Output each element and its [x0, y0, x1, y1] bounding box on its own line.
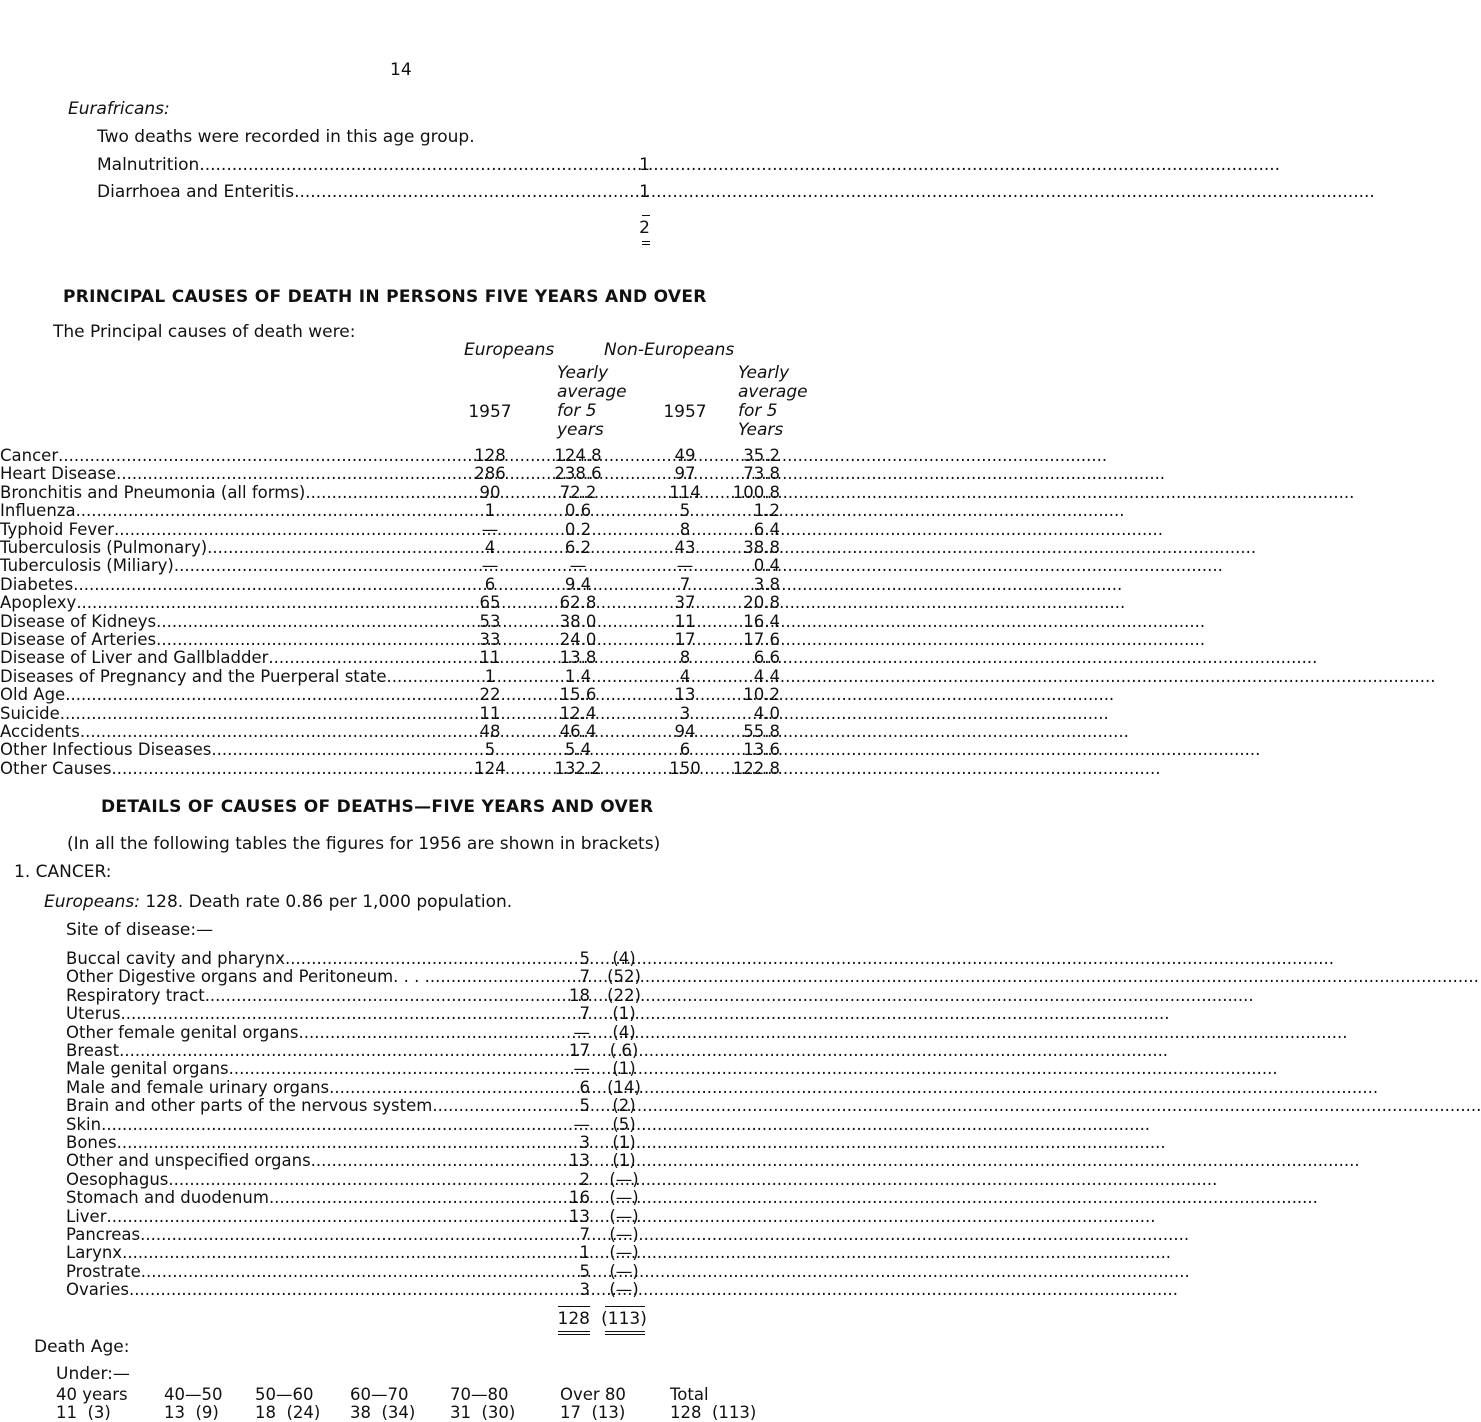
site-1957-value: 5	[579, 1096, 590, 1116]
site-1956-value: (4)	[612, 1022, 636, 1042]
age-group-value: 17 (13)	[560, 1403, 626, 1422]
cancer-site-row	[66, 1243, 563, 1262]
cancer-site-row	[66, 1078, 563, 1097]
europeans-death-rate: 128. Death rate 0.86 per 1,000 population.	[145, 892, 513, 912]
principal-row	[0, 759, 447, 778]
eurafricans-item-label: Malnutrition	[97, 155, 200, 175]
eurafricans-heading: Eurafricans:	[68, 99, 170, 119]
non-europeans-1957-value: 8	[679, 519, 691, 539]
non-europeans-1957-value: 94	[674, 722, 696, 741]
sub-avg-line: for 5	[738, 401, 778, 421]
europeans-average-value: 9.4	[564, 574, 592, 594]
cause-label: Old Age	[0, 685, 66, 705]
principal-row	[0, 538, 447, 557]
page-number: 14	[390, 60, 412, 80]
cancer-site-row	[66, 1041, 563, 1060]
site-total-dbl-2	[558, 1334, 590, 1335]
leader-dots	[65, 685, 447, 704]
site-1956-value: (2)	[612, 1096, 636, 1116]
site-label: Bones	[66, 1133, 117, 1152]
eurafricans-total-rule	[642, 241, 650, 242]
cause-label: Diabetes	[0, 574, 74, 594]
site-1957-value: 13	[569, 1151, 590, 1171]
leader-dots	[76, 501, 447, 520]
cause-label: Typhoid Fever	[0, 519, 115, 539]
non-europeans-1957-value: 17	[674, 630, 696, 649]
non-europeans-1957-value: 8	[679, 648, 691, 668]
principal-row	[0, 740, 447, 759]
site-label: Buccal cavity and pharynx	[66, 949, 285, 968]
age-group-value: 18 (24)	[255, 1403, 321, 1422]
site-1957-value: 18	[569, 985, 590, 1005]
europeans-average-value: 15.6	[559, 685, 597, 705]
cause-label: Tuberculosis (Pulmonary)	[0, 538, 208, 557]
age-group-label: 40—50	[164, 1385, 223, 1404]
principal-row	[0, 483, 447, 502]
cancer-site-row	[66, 1096, 563, 1115]
eurafricans-intro: Two deaths were recorded in this age group.	[97, 127, 475, 147]
non-europeans-average-value: 17.6	[743, 630, 780, 649]
site-1957-value: 7	[579, 1004, 590, 1024]
age-group-label: 50—60	[255, 1385, 314, 1404]
non-europeans-average-value: 35.2	[743, 446, 780, 465]
leader-dots	[116, 464, 447, 483]
principal-row	[0, 464, 447, 483]
cause-label: Disease of Kidneys	[0, 611, 157, 631]
site-1957-value: —	[573, 1022, 590, 1042]
leader-dots	[294, 182, 617, 202]
site-label: Respiratory tract	[66, 985, 205, 1005]
non-europeans-average-value: 100.8	[732, 482, 780, 502]
leader-dots	[268, 648, 447, 667]
site-1957-value: 17	[569, 1041, 590, 1060]
age-group-value: 11 (3)	[56, 1403, 111, 1422]
europeans-average-value: 1.4	[564, 666, 592, 686]
cause-label: Suicide	[0, 703, 60, 723]
age-group-label: Over 80	[560, 1385, 626, 1404]
sub-avg-line: average	[738, 382, 808, 402]
site-label: Male and female urinary organs	[66, 1077, 330, 1097]
leader-dots	[211, 740, 447, 759]
site-label: Uterus	[66, 1004, 121, 1024]
site-label: Other Digestive organs and Peritoneum. . . .	[66, 967, 430, 987]
leader-dots	[121, 1004, 563, 1023]
cancer-site-row	[66, 1115, 563, 1134]
site-1957-value: 7	[579, 1225, 590, 1244]
principal-heading: PRINCIPAL CAUSES OF DEATH IN PERSONS FIVE YEARS AND OVER	[63, 287, 707, 307]
leader-dots	[329, 1078, 563, 1097]
europeans-average-value: 13.8	[559, 648, 597, 668]
site-1956-value: (52)	[607, 967, 641, 987]
site-1957-value: 13	[569, 1206, 590, 1226]
site-label: Breast	[66, 1041, 120, 1060]
principal-row	[0, 446, 447, 465]
site-label: Stomach and duodenum	[66, 1188, 269, 1208]
details-heading: DETAILS OF CAUSES OF DEATHS—FIVE YEARS AND OVER	[101, 797, 654, 817]
principal-row	[0, 704, 447, 723]
cancer-site-row	[66, 1188, 563, 1207]
non-europeans-1957-value: 4	[679, 666, 691, 686]
cancer-site-row	[66, 967, 563, 986]
non-europeans-1957-value: 114	[669, 482, 701, 502]
non-europeans-average-value: 4.0	[753, 703, 780, 723]
non-europeans-1957-value: 11	[674, 611, 696, 631]
site-label: Skin	[66, 1114, 102, 1134]
principal-row	[0, 556, 447, 575]
details-note: (In all the following tables the figures for 1956 are shown in brackets)	[67, 834, 661, 854]
non-europeans-average-value: 4.4	[753, 666, 780, 686]
site-1957-value: 5	[579, 1261, 590, 1281]
leader-dots	[168, 1170, 563, 1189]
cause-label: Apoplexy	[0, 593, 77, 613]
leader-dots	[140, 1225, 563, 1244]
leader-dots	[156, 612, 447, 631]
europeans-1957-value: 65	[479, 593, 501, 613]
site-label: Ovaries	[66, 1280, 129, 1300]
cause-label: Other Causes	[0, 758, 112, 778]
non-europeans-average-value: 122.8	[732, 758, 780, 778]
leader-dots	[269, 1188, 563, 1207]
non-europeans-1957-value: 37	[674, 593, 696, 613]
sub-avg-line: Yearly	[738, 363, 790, 383]
age-group-value: 13 (9)	[164, 1403, 219, 1422]
col-non-europeans: Non-Europeans	[604, 340, 735, 360]
non-europeans-average-value: 16.4	[743, 611, 780, 631]
cause-label: Disease of Arteries	[0, 630, 157, 649]
leader-dots	[122, 1243, 563, 1262]
site-1956-value: (22)	[607, 985, 641, 1005]
principal-row	[0, 520, 447, 539]
site-1957-value: —	[573, 1059, 590, 1079]
non-europeans-1957-value: 49	[674, 446, 696, 465]
europeans-average-value: 238.6	[554, 464, 602, 484]
europeans-1957-value: 90	[479, 482, 501, 502]
leader-dots	[156, 630, 447, 649]
europeans-1957-value: 1	[484, 666, 496, 686]
eurafricans-total: 2	[639, 218, 650, 238]
sub-avg-line: average	[557, 382, 627, 402]
cancer-site-row	[66, 1059, 563, 1078]
europeans-average-value: 38.0	[559, 611, 597, 631]
cause-label: Bronchitis and Pneumonia (all forms)	[0, 482, 306, 502]
non-europeans-average-value: 38.8	[743, 538, 780, 557]
non-europeans-1957-value: 6	[679, 740, 691, 760]
cancer-site-row	[66, 1023, 563, 1042]
europeans-average-value: —	[569, 556, 587, 576]
site-1956-value: (—)	[609, 1280, 639, 1300]
non-europeans-1957-value: —	[676, 556, 694, 576]
non-europeans-1957-value: 43	[674, 538, 696, 557]
site-1956-value: (5)	[612, 1114, 636, 1134]
eurafricans-item-value: 1	[639, 182, 650, 202]
europeans-1957-value: 6	[484, 574, 496, 594]
age-group-label: 70—80	[450, 1385, 509, 1404]
site-total-rule-1956	[605, 1306, 645, 1307]
leader-dots	[285, 949, 563, 968]
leader-dots	[80, 722, 447, 741]
leader-dots	[311, 1151, 563, 1170]
age-group-value: 38 (34)	[350, 1403, 416, 1422]
non-europeans-average-value: 1.2	[753, 501, 780, 521]
non-europeans-average-value: 55.8	[743, 722, 780, 741]
principal-row	[0, 612, 447, 631]
non-europeans-1957-value: 13	[674, 685, 696, 705]
europeans-1957-value: 124	[474, 758, 506, 778]
europeans-1957-value: 11	[479, 703, 501, 723]
site-of-disease-label: Site of disease:—	[66, 920, 214, 940]
age-group-label: 40 years	[56, 1385, 128, 1404]
leader-dots	[229, 1059, 563, 1078]
leader-dots	[106, 1207, 563, 1226]
site-1957-value: 5	[579, 949, 590, 968]
non-europeans-average-value: 6.4	[753, 519, 780, 539]
europeans-average-value: 72.2	[559, 482, 597, 502]
europeans-1957-value: 48	[479, 722, 501, 741]
europeans-1957-value: 53	[479, 611, 501, 631]
cause-label: Disease of Liver and Gallbladder	[0, 648, 269, 668]
europeans-average-value: 46.4	[559, 722, 597, 741]
leader-dots	[119, 1041, 563, 1060]
site-total-dbl-4	[605, 1334, 645, 1335]
cause-label: Tuberculosis (Miliary)	[0, 556, 174, 576]
principal-row	[0, 648, 447, 667]
age-group-value: 128 (113)	[670, 1403, 757, 1422]
europeans-1957-value: 4	[484, 538, 496, 557]
cause-label: Diseases of Pregnancy and the Puerperal state	[0, 666, 387, 686]
site-1957-value: 1	[579, 1243, 590, 1263]
cancer-site-row	[66, 986, 563, 1005]
eurafricans-item	[97, 182, 617, 202]
cause-label: Heart Disease	[0, 464, 117, 484]
europeans-1957-value: 11	[479, 648, 501, 668]
leader-dots	[129, 1280, 563, 1299]
site-total-dbl-3	[605, 1331, 645, 1332]
principal-row	[0, 575, 447, 594]
leader-dots	[73, 575, 447, 594]
non-europeans-1957-value: 150	[669, 758, 701, 778]
site-label: Male genital organs	[66, 1059, 229, 1079]
principal-intro: The Principal causes of death were:	[53, 322, 356, 342]
site-1956-value: (—)	[609, 1225, 639, 1244]
cancer-site-row	[66, 1004, 563, 1023]
death-age-label: Death Age:	[34, 1337, 130, 1357]
non-europeans-1957-value: 97	[674, 464, 696, 484]
site-1956-value: (—)	[609, 1261, 639, 1281]
europeans-average-value: 124.8	[554, 446, 602, 465]
leader-dots	[58, 446, 447, 465]
europeans-average-value: 62.8	[559, 593, 597, 613]
sub-avg-line: years	[557, 420, 604, 440]
principal-row	[0, 722, 447, 741]
site-total-dbl-1	[558, 1331, 590, 1332]
europeans-1957-value: —	[481, 556, 499, 576]
europeans-1957-value: —	[481, 519, 499, 539]
under-label: Under:—	[56, 1364, 130, 1384]
site-label: Other female genital organs	[66, 1022, 299, 1042]
site-1956-value: (4)	[612, 949, 636, 968]
europeans-1957-value: 128	[474, 446, 506, 465]
europeans-average-value: 132.2	[554, 758, 602, 778]
site-label: Oesophagus	[66, 1169, 169, 1189]
principal-row	[0, 685, 447, 704]
leader-dots	[141, 1262, 563, 1281]
cancer-site-row	[66, 1133, 563, 1152]
sub-avg-line: Yearly	[557, 363, 609, 383]
site-label: Pancreas	[66, 1225, 141, 1244]
principal-row	[0, 593, 447, 612]
non-europeans-1957-value: 5	[679, 501, 691, 521]
cancer-site-row	[66, 1151, 563, 1170]
europeans-1957-value: 1	[484, 501, 496, 521]
europeans-average-value: 12.4	[559, 703, 597, 723]
europeans-1957-value: 5	[484, 740, 496, 760]
principal-row	[0, 630, 447, 649]
site-1957-value: 6	[579, 1077, 590, 1097]
non-europeans-average-value: 3.8	[753, 574, 780, 594]
non-europeans-average-value: 20.8	[743, 593, 780, 613]
non-europeans-average-value: 10.2	[743, 685, 780, 705]
europeans-average-value: 0.6	[564, 501, 592, 521]
leader-dots	[112, 759, 447, 778]
cancer-site-row	[66, 1207, 563, 1226]
europeans-label: Europeans:	[44, 892, 140, 912]
europeans-average-value: 5.4	[564, 740, 592, 760]
leader-dots	[199, 155, 617, 175]
europeans-average-value: 24.0	[559, 630, 597, 649]
non-europeans-average-value: 0.4	[753, 556, 780, 576]
site-label: Larynx	[66, 1243, 123, 1263]
cause-label: Other Infectious Diseases	[0, 740, 212, 760]
europeans-1957-value: 33	[479, 630, 501, 649]
europeans-1957-value: 286	[474, 464, 506, 484]
europeans-average-value: 6.2	[564, 538, 592, 557]
site-1956-value: (—)	[609, 1188, 639, 1208]
leader-dots	[205, 986, 563, 1005]
site-label: Brain and other parts of the nervous system	[66, 1096, 433, 1116]
leader-dots	[387, 667, 447, 686]
leader-dots	[207, 538, 447, 557]
age-group-label: 60—70	[350, 1385, 409, 1404]
cause-label: Accidents	[0, 722, 80, 741]
site-label: Other and unspecified organs	[66, 1151, 311, 1171]
principal-row	[0, 501, 447, 520]
site-1956-value: (14)	[607, 1077, 641, 1097]
leader-dots	[174, 556, 447, 575]
site-label: Liver	[66, 1206, 107, 1226]
site-total-rule	[558, 1306, 590, 1307]
leader-dots	[299, 1023, 563, 1042]
col-europeans: Europeans	[464, 340, 555, 360]
site-1956-value: ( 6)	[609, 1041, 639, 1060]
eurafricans-sum-rule	[642, 215, 650, 216]
eurafricans-item-label: Diarrhoea and Enteritis	[97, 182, 295, 202]
site-1957-value: 2	[579, 1169, 590, 1189]
eurafricans-total-rule-2	[642, 244, 650, 245]
leader-dots	[114, 520, 447, 539]
site-total-1957: 128	[557, 1309, 590, 1329]
site-1957-value: 3	[579, 1133, 590, 1152]
site-1956-value: (—)	[609, 1206, 639, 1226]
non-europeans-average-value: 73.8	[743, 464, 780, 484]
cancer-site-row	[66, 949, 563, 968]
leader-dots	[60, 704, 447, 723]
europeans-1957-value: 22	[479, 685, 501, 705]
site-1957-value: 7	[579, 967, 590, 987]
sub-europeans-1957: 1957	[468, 402, 512, 422]
leader-dots	[117, 1133, 563, 1152]
site-1957-value: 3	[579, 1280, 590, 1300]
principal-row	[0, 667, 447, 686]
site-total-1956: (113)	[601, 1309, 647, 1329]
non-europeans-average-value: 6.6	[753, 648, 780, 668]
site-1956-value: (1)	[612, 1004, 636, 1024]
site-1957-value: 16	[569, 1188, 590, 1208]
site-1956-value: (—)	[609, 1169, 639, 1189]
sub-non-europeans-1957: 1957	[663, 402, 707, 422]
leader-dots	[305, 483, 447, 502]
age-group-value: 31 (30)	[450, 1403, 516, 1422]
eurafricans-item-value: 1	[639, 155, 650, 175]
sub-avg-line: for 5	[557, 401, 597, 421]
sub-avg-line: Years	[738, 420, 784, 440]
non-europeans-1957-value: 3	[679, 703, 691, 723]
non-europeans-1957-value: 7	[679, 574, 691, 594]
cause-label: Cancer	[0, 446, 59, 465]
age-group-label: Total	[670, 1385, 709, 1404]
site-1956-value: (1)	[612, 1059, 636, 1079]
site-1957-value: —	[573, 1114, 590, 1134]
site-1956-value: (1)	[612, 1151, 636, 1171]
site-1956-value: (1)	[612, 1133, 636, 1152]
cancer-section-title: 1. CANCER:	[14, 862, 112, 882]
europeans-average-value: 0.2	[564, 519, 592, 539]
site-label: Prostrate	[66, 1261, 141, 1281]
cause-label: Influenza	[0, 501, 76, 521]
leader-dots	[101, 1115, 563, 1134]
cancer-site-row	[66, 1262, 563, 1281]
cancer-site-row	[66, 1170, 563, 1189]
eurafricans-item	[97, 155, 617, 175]
cancer-site-row	[66, 1225, 563, 1244]
leader-dots	[76, 593, 447, 612]
non-europeans-average-value: 13.6	[743, 740, 780, 760]
site-1956-value: (—)	[609, 1243, 639, 1263]
cancer-site-row	[66, 1280, 563, 1299]
